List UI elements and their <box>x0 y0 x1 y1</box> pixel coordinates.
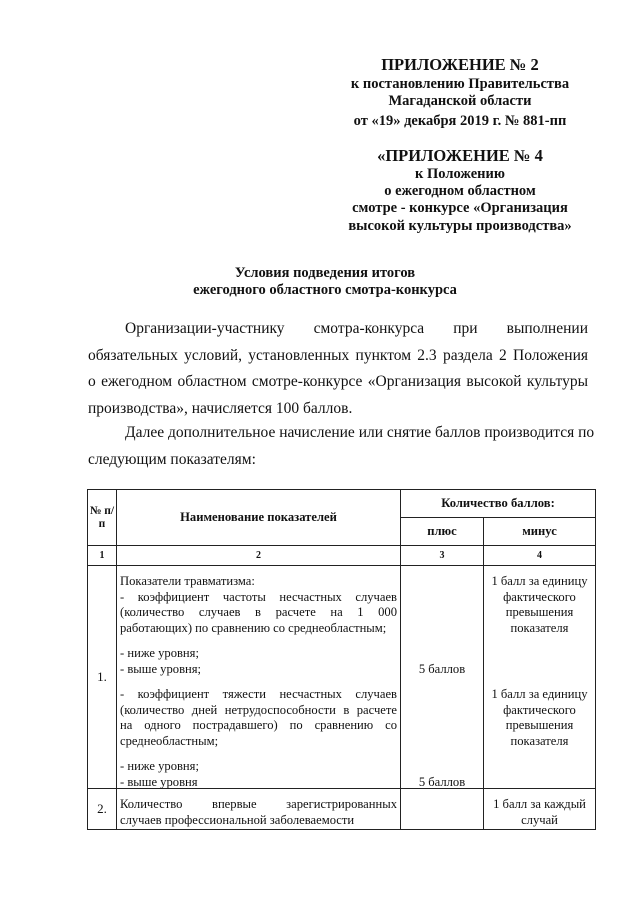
paragraph-line: Организации-участнику смотра-конкурса при выполнении <box>125 320 588 337</box>
indicator-text-line: Показатели травматизма: <box>120 574 255 588</box>
regulation-line: к Положению <box>415 166 505 182</box>
appendix-title <box>330 55 590 75</box>
minus-points-cell <box>484 789 596 830</box>
paragraph-conditions <box>88 316 588 422</box>
appendix4-title-text: «ПРИЛОЖЕНИЕ № 4 <box>377 146 543 165</box>
column-number: 1 <box>88 546 117 566</box>
appendix4-title <box>330 146 590 166</box>
indicator-text-line: - ниже уровня; <box>120 759 199 773</box>
plus-points-cell <box>401 566 484 789</box>
column-number: 4 <box>484 546 596 566</box>
indicator-text-block <box>120 574 397 636</box>
paragraph-indicators <box>88 420 595 473</box>
minus-points-line: показателя <box>510 620 569 635</box>
decree-line: к постановлению Правительства <box>350 76 570 92</box>
regulation-line: смотре - конкурсе «Организация <box>352 200 568 217</box>
indicator-text-line: - ниже уровня; <box>120 646 199 660</box>
header-plus: плюс <box>401 518 484 546</box>
header-name: Наименование показателей <box>117 490 401 546</box>
decree-date-text: от «19» декабря 2019 г. № 881-пп <box>353 113 567 129</box>
indicator-text-line: - коэффициент тяжести несчастных случаев <box>120 687 397 701</box>
indicator-text-line: (количество случаев в расчете на 1 000 <box>120 605 397 619</box>
indicators-table <box>87 489 596 830</box>
regulation-line: о ежегодном областном <box>384 183 536 200</box>
minus-points-line: фактического <box>503 702 576 717</box>
column-number: 3 <box>401 546 484 566</box>
indicator-name-cell <box>117 566 401 789</box>
title-line: Условия подведения итогов <box>234 265 416 281</box>
paragraph-line: следующим показателям: <box>88 450 256 468</box>
indicator-text-block <box>120 646 397 677</box>
indicator-name-cell <box>117 789 401 830</box>
minus-points-line: случай <box>521 812 558 827</box>
plus-points-cell <box>401 789 484 830</box>
document-title <box>150 265 500 299</box>
minus-points-line: превышения <box>505 605 574 619</box>
indicator-text-line: - выше уровня <box>120 774 198 789</box>
table-row <box>88 566 596 789</box>
header-points: Количество баллов: <box>401 490 596 518</box>
indicator-text-block <box>120 687 397 749</box>
decree-reference <box>330 76 590 110</box>
paragraph-line: производства», начисляется 100 баллов. <box>88 399 353 417</box>
plus-points-value: 5 баллов <box>418 661 466 676</box>
indicator-text-line: - выше уровня; <box>120 661 202 676</box>
paragraph-line: о ежегодном областном смотре-конкурсе «Организация высокой культуры <box>88 373 588 390</box>
appendix-title-text: ПРИЛОЖЕНИЕ № 2 <box>381 55 539 74</box>
paragraph-line: обязательных условий, установленных пунктом 2.3 раздела 2 Положения <box>88 346 588 364</box>
minus-points-line: фактического <box>503 589 576 604</box>
regulation-reference <box>330 166 590 235</box>
minus-points-line: 1 балл за единицу <box>491 574 588 588</box>
indicator-text-line: - коэффициент частоты несчастных случаев <box>120 589 397 604</box>
indicator-text-line: Количество впервые зарегистрированных <box>120 797 397 811</box>
indicator-text-line: работающих) по сравнению со среднеобластным; <box>120 620 387 635</box>
indicator-text-line: на одного пострадавшего) по сравнению со <box>120 718 397 732</box>
minus-points-value <box>487 797 592 828</box>
decree-line: Магаданской области <box>388 93 532 109</box>
regulation-line: высокой культуры производства» <box>348 217 572 234</box>
header-num: № п/п <box>88 490 117 546</box>
minus-points-value <box>487 687 592 749</box>
minus-points-value <box>487 574 592 636</box>
indicator-text-line: (количество дней нетрудоспособности в расчете <box>120 702 397 717</box>
header-minus: минус <box>484 518 596 546</box>
indicator-text-line: случаев профессиональной заболеваемости <box>120 812 355 827</box>
title-line: ежегодного областного смотра-конкурса <box>193 282 457 298</box>
decree-date <box>330 113 590 130</box>
indicator-text-block <box>120 797 397 828</box>
minus-points-line: показателя <box>510 733 569 748</box>
paragraph-line: Далее дополнительное начисление или снятие баллов производится по <box>125 424 595 441</box>
row-number: 2. <box>88 789 117 830</box>
minus-points-cell <box>484 566 596 789</box>
minus-points-line: превышения <box>505 718 574 732</box>
table-row <box>88 789 596 830</box>
row-number: 1. <box>88 566 117 789</box>
indicator-text-block <box>120 759 397 790</box>
minus-points-line: 1 балл за единицу <box>491 687 588 701</box>
plus-points-value: 5 баллов <box>418 774 466 789</box>
indicator-text-line: среднеобластным; <box>120 733 219 748</box>
minus-points-line: 1 балл за каждый <box>493 797 586 811</box>
column-number: 2 <box>117 546 401 566</box>
